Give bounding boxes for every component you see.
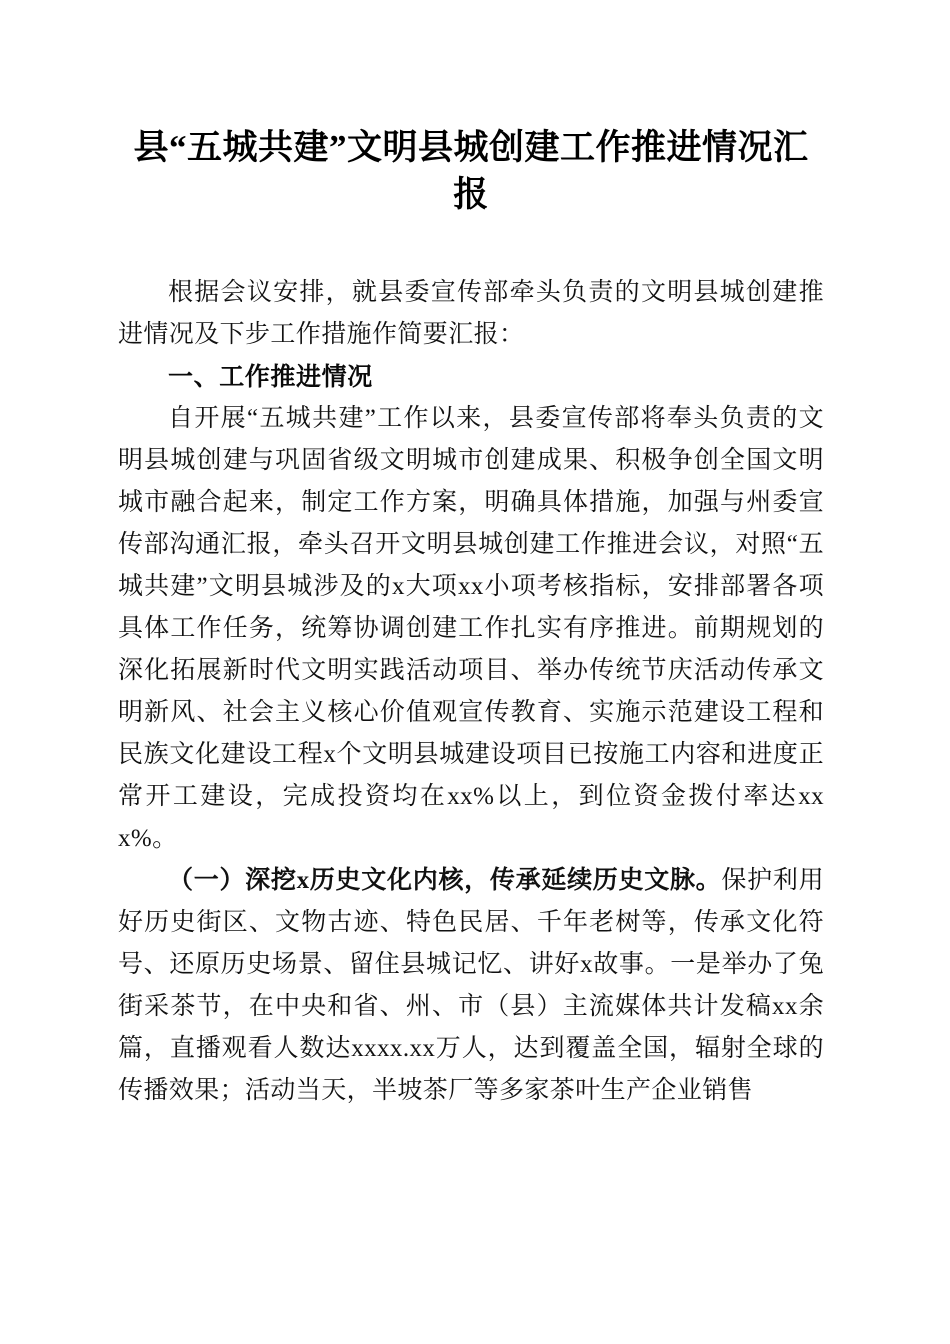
title-body-spacer [118, 218, 824, 272]
body-paragraph-work-progress: 自开展“五城共建”工作以来，县委宣传部将奉头负责的文明县城创建与巩固省级文明城市创建成果、积极争创全国文明城市融合起来，制定工作方案，明确具体措施，加强与州委宣传部沟通汇报，牵头召开文明县城创建工作推进会议，对照“五城共建”文明县城涉及的x大项xx小项考核指标，安排部署各项具体工作任务，统筹协调创建工作扎实有序推进。前期规划的深化拓展新时代文明实践活动项目、举办传统节庆活动传承文明新风、社会主义核心价值观宣传教育、实施示范建设工程和民族文化建设工程x个文明县城建设项目已按施工内容和进度正常开工建设，完成投资均在xx%以上，到位资金拨付率达xxx%。 [118, 405, 824, 852]
document-content-column [118, 0, 824, 1112]
intro-paragraph: 根据会议安排，就县委宣传部牵头负责的文明县城创建推进情况及下步工作措施作简要汇报： [118, 279, 824, 348]
section-heading-work-progress: 一、工作推进情况 [168, 363, 373, 391]
subsection-one-paragraph [118, 860, 824, 1112]
subsection-one-lead: （一）深挖x历史文化内核，传承延续历史文脉。 [168, 867, 722, 894]
subsection-one-body: 保护利用好历史街区、文物古迹、特色民居、千年老树等，传承文化符号、还原历史场景、留住县城记忆、讲好x故事。一是举办了兔街采茶节，在中央和省、州、市（县）主流媒体共计发稿xx余篇，直播观看人数达xxxx.xx万人，达到覆盖全国，辐射全球的传播效果；活动当天，半坡茶厂等多家茶叶生产企业销售 [118, 867, 824, 1104]
page-title: 县“五城共建”文明县城创建工作推进情况汇报 [133, 128, 809, 214]
